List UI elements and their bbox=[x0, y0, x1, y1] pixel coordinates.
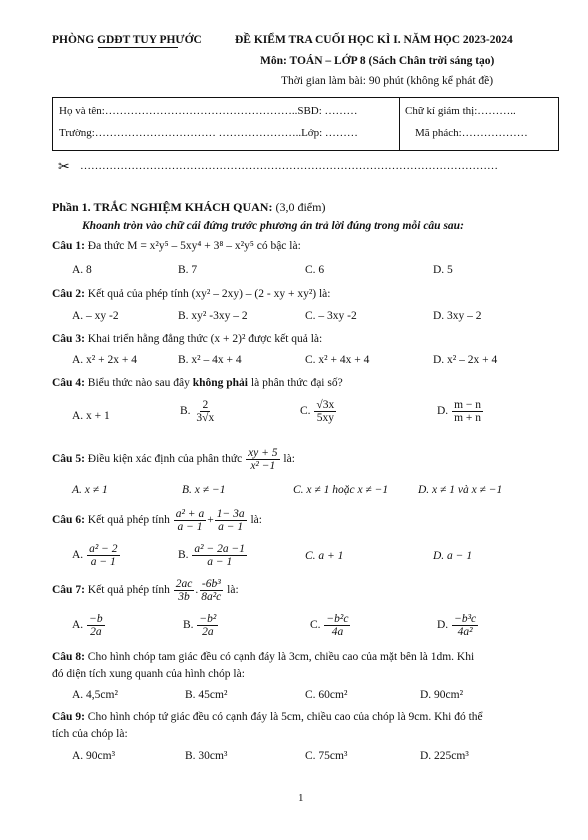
q1-option-c[interactable]: C. 6 bbox=[305, 264, 325, 276]
exam-time: Thời gian làm bài: 90 phút (không kể phát đề) bbox=[281, 75, 494, 87]
q9-option-d[interactable]: D. 225cm³ bbox=[420, 750, 469, 762]
q7-text: Kết quả phép tính bbox=[84, 584, 173, 597]
q8-option-b[interactable]: B. 45cm² bbox=[185, 689, 228, 701]
question-1 bbox=[52, 240, 301, 252]
q7-fraction-2 bbox=[199, 578, 223, 603]
q7-b-num: −b² bbox=[199, 613, 217, 625]
q4-b-den: 3√x bbox=[196, 412, 215, 425]
q5-option-d[interactable]: D. x ≠ 1 và x ≠ −1 bbox=[418, 484, 503, 496]
q2-option-d[interactable]: D. 3xy – 2 bbox=[433, 310, 482, 322]
q7-option-d[interactable] bbox=[437, 613, 479, 638]
q4-d-fraction bbox=[452, 399, 483, 424]
question-2 bbox=[52, 288, 330, 300]
q6-a-fraction bbox=[87, 543, 119, 568]
department-name: PHÒNG GDĐT TUY PHƯỚC bbox=[52, 34, 202, 46]
part1-title: Phần 1. TRẮC NGHIỆM KHÁCH QUAN: bbox=[52, 200, 273, 214]
q7-d-num: −b³c bbox=[454, 613, 477, 625]
q5-text: Điều kiện xác định của phân thức bbox=[84, 453, 246, 466]
q7-num-1: 2ac bbox=[175, 578, 193, 590]
part1-instruction: Khoanh tròn vào chữ cái đứng trước phương án trả lời đúng trong mỗi câu sau: bbox=[82, 220, 464, 232]
q5-fraction bbox=[246, 447, 279, 472]
q6-b-letter: B. bbox=[178, 549, 189, 562]
q1-option-b[interactable]: B. 7 bbox=[178, 264, 198, 276]
q7-a-den: 2a bbox=[90, 626, 102, 639]
q6-b-fraction bbox=[192, 543, 247, 568]
q2-option-a[interactable]: A. – xy -2 bbox=[72, 310, 119, 322]
q7-a-letter: A. bbox=[72, 619, 84, 632]
q3-option-b[interactable]: B. x² – 4x + 4 bbox=[178, 354, 242, 366]
q7-den-2: 8a²c bbox=[201, 591, 222, 604]
q7-d-fraction bbox=[452, 613, 478, 638]
q5-den: x² −1 bbox=[250, 460, 276, 473]
q9-text-2: tích của chóp là: bbox=[52, 728, 128, 740]
q3-label: Câu 3: bbox=[52, 333, 85, 345]
q6-option-b[interactable] bbox=[178, 543, 248, 568]
q8-text-2: đó diện tích xung quanh của hình chóp là: bbox=[52, 668, 245, 680]
q6-num-1: a² + a bbox=[175, 508, 205, 520]
q3-option-c[interactable]: C. x² + 4x + 4 bbox=[305, 354, 370, 366]
q6-option-d[interactable]: D. a − 1 bbox=[433, 550, 473, 562]
q6-fraction-1 bbox=[174, 508, 206, 533]
q7-option-a[interactable] bbox=[72, 613, 106, 638]
cut-line: …………………………………………………………………………………………………… bbox=[80, 160, 498, 172]
proctor-signature-field: Chữ kí giám thị:……….. bbox=[405, 105, 516, 117]
q4-c-fraction bbox=[314, 399, 336, 424]
question-3 bbox=[52, 333, 322, 345]
q2-option-c[interactable]: C. – 3xy -2 bbox=[305, 310, 357, 322]
question-8 bbox=[52, 651, 474, 663]
q7-b-den: 2a bbox=[202, 626, 214, 639]
exam-title: ĐỀ KIỂM TRA CUỐI HỌC KÌ I. NĂM HỌC 2023-2024 bbox=[235, 34, 513, 46]
name-field: Họ và tên:……………………………………………..SBD: ……… bbox=[59, 105, 358, 117]
q4-c-num: √3x bbox=[316, 399, 335, 411]
q6-a-num: a² − 2 bbox=[89, 543, 118, 555]
q6-operator: + bbox=[207, 514, 214, 527]
q4-text-pre: Biểu thức nào sau đây bbox=[84, 377, 193, 389]
q7-a-num: −b bbox=[89, 613, 103, 625]
q3-option-a[interactable]: A. x² + 2x + 4 bbox=[72, 354, 137, 366]
q3-text: Khai triển hằng đẳng thức (x + 2)² được kết quả là: bbox=[84, 333, 323, 345]
header-underline bbox=[98, 47, 178, 48]
school-field: Trường:…………………………… …………………..Lớp: ……… bbox=[59, 127, 358, 139]
q6-a-den: a − 1 bbox=[90, 556, 116, 569]
q5-num: xy + 5 bbox=[248, 447, 278, 459]
q7-c-letter: C. bbox=[310, 619, 321, 632]
q6-tail: là: bbox=[247, 514, 262, 527]
q4-c-den: 5xy bbox=[316, 412, 334, 425]
q8-option-d[interactable]: D. 90cm² bbox=[420, 689, 464, 701]
q5-tail: là: bbox=[280, 453, 295, 466]
q6-den-1: a − 1 bbox=[177, 521, 203, 534]
q5-option-a[interactable]: A. x ≠ 1 bbox=[72, 484, 108, 496]
q9-label: Câu 9: bbox=[52, 711, 85, 723]
q1-label: Câu 1: bbox=[52, 240, 85, 252]
q5-label: Câu 5: bbox=[52, 453, 85, 466]
q7-d-letter: D. bbox=[437, 619, 449, 632]
q2-label: Câu 2: bbox=[52, 288, 85, 300]
q7-tail: là: bbox=[224, 584, 239, 597]
q4-option-a[interactable]: A. x + 1 bbox=[72, 410, 110, 422]
q7-c-fraction bbox=[324, 613, 350, 638]
q9-text-1: Cho hình chóp tứ giác đều có cạnh đáy là 5cm, chiều cao của chóp là 9cm. Khi đó thể bbox=[84, 711, 483, 723]
question-7 bbox=[52, 578, 239, 603]
q7-den-1: 3b bbox=[178, 591, 190, 604]
q6-text: Kết quả phép tính bbox=[84, 514, 173, 527]
q4-b-letter: B. bbox=[180, 405, 191, 418]
page-number: 1 bbox=[298, 792, 304, 804]
q6-fraction-2 bbox=[215, 508, 247, 533]
q4-c-letter: C. bbox=[300, 405, 311, 418]
q1-option-d[interactable]: D. 5 bbox=[433, 264, 453, 276]
question-6 bbox=[52, 508, 262, 533]
code-field: Mã phách:……………… bbox=[415, 127, 528, 139]
question-4 bbox=[52, 377, 343, 389]
q8-option-a[interactable]: A. 4,5cm² bbox=[72, 689, 118, 701]
part1-points: (3,0 điểm) bbox=[272, 200, 326, 214]
question-9 bbox=[52, 711, 483, 723]
q7-option-b[interactable] bbox=[183, 613, 219, 638]
q6-num-2: 1− 3a bbox=[216, 508, 245, 520]
q2-text: Kết quả của phép tính (xy² – 2xy) – (2 - xy + xy²) là: bbox=[84, 288, 331, 300]
q4-d-den: m + n bbox=[454, 412, 481, 425]
q6-b-num: a² − 2a −1 bbox=[194, 543, 246, 555]
q7-c-num: −b²c bbox=[326, 613, 349, 625]
q4-b-fraction bbox=[194, 399, 216, 424]
q8-label: Câu 8: bbox=[52, 651, 85, 663]
q4-d-num: m − n bbox=[454, 399, 481, 411]
q1-option-a[interactable]: A. 8 bbox=[72, 264, 92, 276]
q7-c-den: 4a bbox=[331, 626, 344, 639]
q7-a-fraction bbox=[87, 613, 105, 638]
student-info-box bbox=[52, 97, 559, 151]
q6-a-letter: A. bbox=[72, 549, 84, 562]
q5-option-b[interactable]: B. x ≠ −1 bbox=[182, 484, 226, 496]
q4-b-num: 2 bbox=[202, 399, 209, 411]
q5-option-c[interactable]: C. x ≠ 1 hoặc x ≠ −1 bbox=[293, 484, 389, 496]
q7-operator: . bbox=[195, 584, 199, 597]
q7-d-den: 4a² bbox=[457, 626, 473, 639]
q4-option-c[interactable] bbox=[300, 399, 337, 424]
q6-b-den: a − 1 bbox=[207, 556, 233, 569]
part1-heading bbox=[52, 200, 325, 215]
q8-option-c[interactable]: C. 60cm² bbox=[305, 689, 348, 701]
q7-fraction-1 bbox=[174, 578, 195, 603]
q4-d-letter: D. bbox=[437, 405, 449, 418]
q8-text-1: Cho hình chóp tam giác đều có cạnh đáy là 3cm, chiều cao của mặt bên là 1dm. Khi bbox=[84, 651, 475, 663]
q6-option-c[interactable]: C. a + 1 bbox=[305, 550, 344, 562]
q9-option-b[interactable]: B. 30cm³ bbox=[185, 750, 228, 762]
q7-option-c[interactable] bbox=[310, 613, 351, 638]
q4-text-post: là phân thức đại số? bbox=[248, 377, 343, 389]
exam-subject: Môn: TOÁN – LỚP 8 (Sách Chân trời sáng tạo) bbox=[260, 55, 495, 67]
scissors-icon: ✂ bbox=[58, 160, 70, 175]
q9-option-c[interactable]: C. 75cm³ bbox=[305, 750, 348, 762]
q1-text: Đa thức M = x²y⁵ – 5xy⁴ + 3⁸ – x²y⁵ có bậc là: bbox=[84, 240, 301, 252]
q7-num-2: -6b³ bbox=[201, 578, 221, 590]
q7-b-letter: B. bbox=[183, 619, 194, 632]
q4-text-bold: không phải bbox=[192, 377, 249, 389]
question-5 bbox=[52, 447, 295, 472]
q6-label: Câu 6: bbox=[52, 514, 85, 527]
q4-option-b[interactable] bbox=[180, 399, 217, 424]
q3-option-d[interactable]: D. x² – 2x + 4 bbox=[433, 354, 498, 366]
q4-label: Câu 4: bbox=[52, 377, 85, 389]
q7-label: Câu 7: bbox=[52, 584, 85, 597]
q6-den-2: a − 1 bbox=[218, 521, 244, 534]
q2-option-b[interactable]: B. xy² -3xy – 2 bbox=[178, 310, 248, 322]
box-divider bbox=[399, 98, 400, 150]
q4-option-d[interactable] bbox=[437, 399, 484, 424]
q6-option-a[interactable] bbox=[72, 543, 121, 568]
q9-option-a[interactable]: A. 90cm³ bbox=[72, 750, 116, 762]
q7-b-fraction bbox=[197, 613, 218, 638]
